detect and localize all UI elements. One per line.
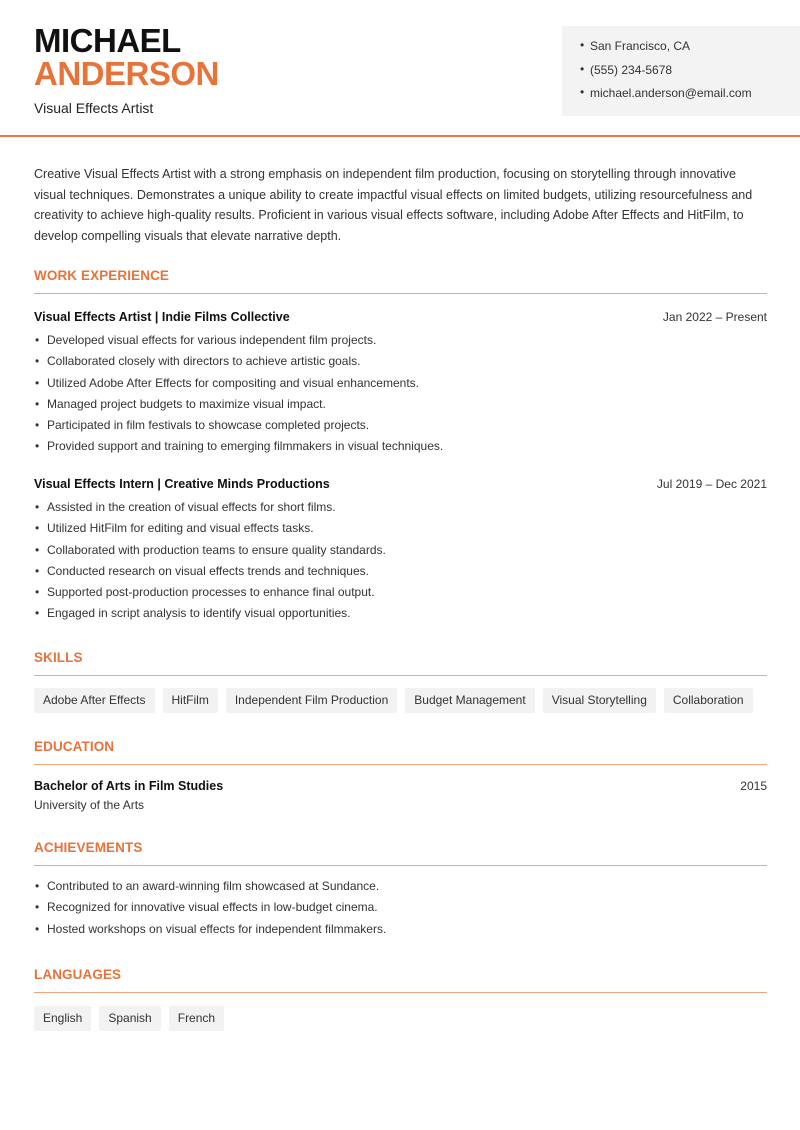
skills-section	[34, 650, 767, 713]
education-heading: EDUCATION	[34, 739, 767, 765]
achievements-heading: ACHIEVEMENTS	[34, 840, 767, 866]
job-bullet: • Engaged in script analysis to identify visual opportunities.	[34, 603, 767, 624]
language-chip: Spanish	[99, 1006, 160, 1031]
job-bullet: • Utilized HitFilm for editing and visual effects tasks.	[34, 518, 767, 539]
skills-heading: SKILLS	[34, 650, 767, 676]
achievement-bullet: • Recognized for innovative visual effects in low-budget cinema.	[34, 897, 767, 918]
job-entry	[34, 310, 767, 458]
job-bullet: • Assisted in the creation of visual effects for short films.	[34, 497, 767, 518]
work-experience-section	[34, 268, 767, 294]
degree: Bachelor of Arts in Film Studies	[34, 779, 224, 793]
job-title-company: Visual Effects Intern | Creative Minds Productions	[34, 477, 330, 491]
job-title-company: Visual Effects Artist | Indie Films Collective	[34, 310, 290, 324]
languages-section	[34, 967, 767, 1031]
job-bullet: • Managed project budgets to maximize visual impact.	[34, 394, 767, 415]
skill-chip: Budget Management	[405, 688, 534, 713]
contact-location: • San Francisco, CA	[580, 39, 800, 63]
skill-chip: Independent Film Production	[226, 688, 397, 713]
graduation-year: 2015	[740, 779, 767, 793]
school-name: University of the Arts	[34, 798, 145, 812]
contact-box	[562, 26, 800, 116]
job-bullet: • Provided support and training to emerging filmmakers in visual techniques.	[34, 436, 767, 457]
contact-email: • michael.anderson@email.com	[580, 86, 800, 110]
education-section	[34, 739, 767, 812]
contact-phone: • (555) 234-5678	[580, 63, 800, 87]
job-bullet: • Collaborated with production teams to ensure quality standards.	[34, 540, 767, 561]
skill-chip: Collaboration	[664, 688, 753, 713]
language-chip: French	[169, 1006, 224, 1031]
job-bullet: • Collaborated closely with directors to achieve artistic goals.	[34, 351, 767, 372]
achievement-bullet: • Contributed to an award-winning film showcased at Sundance.	[34, 876, 767, 897]
summary-paragraph: Creative Visual Effects Artist with a strong emphasis on independent film production, focusing on storytelling through innovative visual techniques. Demonstrates a unique ability to create impactful visual effects on limited budgets, utilizing resourcefulness and creativity to achieve high-quality results. Proficient in various visual effects software, including Adobe After Effects and HitFilm, to develop compelling visuals that elevate narrative depth.	[34, 167, 753, 243]
candidate-name	[34, 24, 219, 90]
skill-chip: Adobe After Effects	[34, 688, 155, 713]
language-chip: English	[34, 1006, 91, 1031]
job-dates: Jul 2019 – Dec 2021	[656, 477, 767, 491]
job-bullet: • Utilized Adobe After Effects for compositing and visual enhancements.	[34, 373, 767, 394]
resume-header	[0, 0, 800, 137]
job-bullet: • Participated in film festivals to showcase completed projects.	[34, 415, 767, 436]
job-bullet: • Conducted research on visual effects trends and techniques.	[34, 561, 767, 582]
skill-chip: Visual Storytelling	[543, 688, 656, 713]
achievements-section	[34, 840, 767, 940]
job-bullet: • Developed visual effects for various independent film projects.	[34, 330, 767, 351]
first-name: MICHAEL	[34, 22, 181, 59]
job-entry	[34, 477, 767, 625]
job-bullet: • Supported post-production processes to enhance final output.	[34, 582, 767, 603]
job-dates: Jan 2022 – Present	[662, 310, 767, 324]
skill-chip: HitFilm	[163, 688, 218, 713]
job-title: Visual Effects Artist	[34, 100, 154, 116]
work-experience-heading: WORK EXPERIENCE	[34, 268, 767, 294]
achievement-bullet: • Hosted workshops on visual effects for independent filmmakers.	[34, 919, 767, 940]
languages-heading: LANGUAGES	[34, 967, 767, 993]
last-name: ANDERSON	[34, 55, 219, 92]
